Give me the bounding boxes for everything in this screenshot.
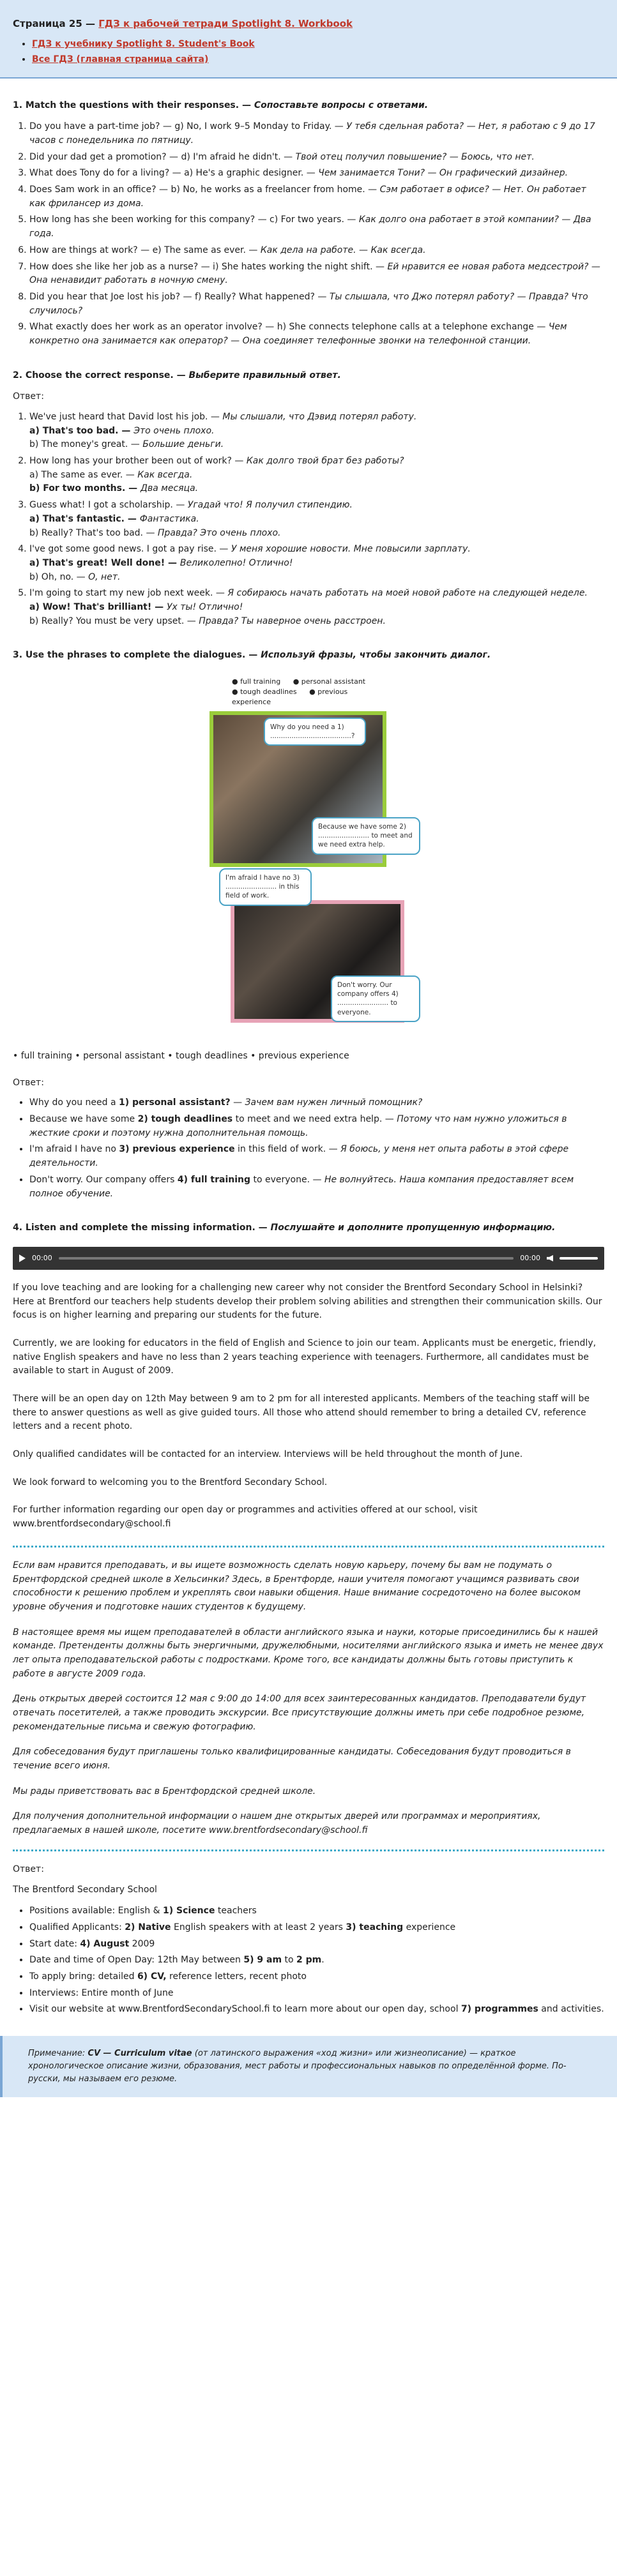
- audio-progress-bar[interactable]: [59, 1257, 514, 1260]
- exercise-4-answers: [13, 1904, 604, 2017]
- list-item: [29, 290, 604, 318]
- translation-text: Как долго она работает в этой компании? — Два года.: [29, 215, 591, 239]
- exercise-2-title: 2. Choose the correct response. — Выберите правильный ответ.: [13, 370, 341, 380]
- translation-text: Как всегда.: [137, 469, 193, 480]
- question-text: How does she like her job as a nurse? — i) She hates working the night shift. —: [29, 261, 388, 272]
- option-text: b) For two months. —: [29, 483, 141, 494]
- audio-time-start: 00:00: [32, 1254, 52, 1263]
- response-option: [29, 438, 604, 452]
- list-item: [29, 120, 604, 147]
- answer-label: Ответ:: [13, 391, 44, 402]
- list-item: [29, 151, 604, 165]
- speech-bubble-3: I'm afraid I have no 3) ........................ in this field of work.: [219, 868, 312, 906]
- answer-text: 3) teaching: [346, 1922, 404, 1932]
- option-text: a) That's great! Well done! —: [29, 557, 180, 568]
- translation-text: Зачем вам нужен личный помощник?: [245, 1097, 423, 1108]
- list-item: • Because we have some 2) tough deadlines to meet and we need extra help. — Потому что нам нужно уложиться в жесткие сроки и поэтому нужна дополнительная помощь.: [29, 1113, 604, 1140]
- question-text: 3. Guess what! I got a scholarship. — Угадай что! Я получил стипендию.: [29, 500, 353, 511]
- response-option: [29, 615, 604, 629]
- divider: [13, 1546, 604, 1548]
- option-text: b) Really? You must be very upset. —: [29, 615, 199, 626]
- exercise-3-answers: [13, 1096, 604, 1201]
- translation-paragraph: Если вам нравится преподавать, и вы ищете возможность сделать новую карьеру, почему бы вам не подумать о Брентфордской средней школе в Хельсинки? Здесь, в Брентфорде, наши учителя помогают учащимся развивать свои способности к решению проблем и укреплять свои навыки общения. Наше внимание сосредоточено на более высоком уровне обучения и подготовке наших студентов к будущему.: [13, 1560, 581, 1612]
- translation-paragraph: Для собеседования будут приглашены только квалифицированные кандидаты. Собеседования будут проводиться в течение всего июня.: [13, 1747, 571, 1772]
- question-text: Did you hear that Joe lost his job? — f) Really? What happened? —: [29, 291, 330, 302]
- figure-phrase-legend: [232, 677, 398, 707]
- translation-text: О, нет.: [88, 571, 121, 582]
- legend-item: ● full training: [232, 677, 281, 686]
- translation-text: Как долго твой брат без работы?: [246, 456, 404, 467]
- response-option: [29, 425, 604, 439]
- translation-text: У меня хорошие новости. Мне повысили зарплату.: [231, 544, 471, 555]
- list-item: [29, 499, 604, 540]
- translation-text: Твой отец получил повышение? — Боюсь, что нет.: [295, 151, 535, 162]
- response-option: [29, 557, 604, 571]
- question-text: 4. I've got some good news. I got a pay rise. — У меня хорошие новости. Мне повысили зарплату.: [29, 544, 471, 555]
- translation-text: Великолепно! Отлично!: [179, 557, 293, 568]
- answer-text: 2) Native: [125, 1922, 171, 1932]
- speech-bubble-2: Because we have some 2) ........................ to meet and we need extra help.: [312, 817, 420, 855]
- school-name: The Brentford Secondary School: [13, 1884, 157, 1895]
- volume-slider[interactable]: [560, 1257, 598, 1260]
- response-option: [29, 601, 604, 615]
- list-item: • Don't worry. Our company offers 4) full training to everyone. — Не волнуйтесь. Наша компания предоставляет всем полное обучение.: [29, 1173, 604, 1201]
- option-text: a) The same as ever. —: [29, 469, 138, 480]
- list-item: [29, 183, 604, 211]
- list-item: • Interviews: Entire month of June: [29, 1987, 604, 2001]
- list-item: • Qualified Applicants: 2) Native English speakers with at least 2 years 3) teaching experience: [29, 1921, 604, 1935]
- option-text: b) The money's great. —: [29, 439, 143, 450]
- translation-text: Ух ты! Отлично!: [166, 601, 243, 612]
- translation-text: Два месяца.: [141, 483, 199, 494]
- translation-text: Это очень плохо.: [133, 425, 215, 436]
- listening-translation: [13, 1559, 604, 1838]
- audio-time-end: 00:00: [520, 1254, 540, 1263]
- option-text: a) Wow! That's brilliant! —: [29, 601, 167, 612]
- paragraph: We look forward to welcoming you to the Brentford Secondary School.: [13, 1477, 328, 1488]
- translation-text: Фантастика.: [139, 513, 199, 524]
- question-text: Did your dad get a promotion? — d) I'm afraid he didn't. —: [29, 151, 296, 162]
- answer-text: 4) August: [80, 1938, 130, 1949]
- list-item: • Start date: 4) August 2009: [29, 1938, 604, 1952]
- legend-item: ● personal assistant: [293, 677, 366, 686]
- workbook-link[interactable]: ГДЗ к рабочей тетради Spotlight 8. Workbook: [98, 18, 353, 29]
- translation-text: Большие деньги.: [142, 439, 224, 450]
- translation-text: Ты слышала, что Джо потерял работу? — Правда? Что случилось?: [29, 291, 588, 316]
- related-links: [13, 38, 604, 66]
- legend-item: ● previous experience: [232, 687, 348, 706]
- all-gdz-link[interactable]: Все ГДЗ (главная страница сайта): [32, 54, 209, 64]
- option-text: a) That's fantastic. —: [29, 513, 140, 524]
- list-item: [29, 411, 604, 452]
- translation-text: Правда? Ты наверное очень расстроен.: [199, 615, 386, 626]
- translation-paragraph: День открытых дверей состоится 12 мая с 9:00 до 14:00 для всех заинтересованных кандидатов. Преподаватели будут отвечать посетителей, а также проводить экскурсии. Все присутствующие должны иметь при себе подробное резюме, рекомендательные письма и свежую фотографию.: [13, 1694, 586, 1732]
- answer-text: 4) full training: [177, 1174, 251, 1185]
- list-item: • Date and time of Open Day: 12th May between 5) 9 am to 2 pm.: [29, 1954, 604, 1968]
- response-option: [29, 571, 604, 585]
- translation-text: Не волнуйтесь. Наша компания предоставляет всем полное обучение.: [29, 1174, 574, 1199]
- translation-paragraph: В настоящее время мы ищем преподавателей в области английского языка и науки, которые присоединились бы к нашей команде. Претенденты должны быть энергичными, дружелюбными, носителями английского языка и иметь не менее двух лет опыта преподавательской работы с подростками. Кроме того, все кандидаты должны быть готовы приступить к работе в августе 2009 года.: [13, 1627, 604, 1679]
- answer-text: 6) CV,: [137, 1971, 167, 1982]
- list-item: [29, 455, 604, 496]
- list-item: [29, 320, 604, 348]
- option-text: a) That's too bad. —: [29, 425, 134, 436]
- translation-text: Ей нравится ее новая работа медсестрой? — Она ненавидит работать в ночную смену.: [29, 261, 600, 286]
- divider: [13, 1849, 604, 1851]
- translation-text: Как дела на работе. — Как всегда.: [260, 245, 426, 255]
- paragraph: For further information regarding our open day or programmes and activities offered at our school, visit www.brentfordsecondary@school.fi: [13, 1505, 478, 1530]
- list-item: [32, 53, 604, 67]
- list-item: • I'm afraid I have no 3) previous experience in this field of work. — Я боюсь, у меня нет опыта работы в этой сфере деятельности.: [29, 1143, 604, 1170]
- list-item: [29, 167, 604, 181]
- answer-text: 2 pm: [296, 1955, 322, 1966]
- option-text: b) Really? That's too bad. —: [29, 527, 158, 538]
- audio-player: [13, 1247, 604, 1270]
- translation-paragraph: Мы рады приветствовать вас в Брентфордской средней школе.: [13, 1786, 316, 1796]
- question-text: 1. We've just heard that David lost his job. — Мы слышали, что Дэвид потерял работу.: [29, 412, 417, 422]
- paragraph: Currently, we are looking for educators in the field of English and Science to join our team. Applicants must be energetic, friendly, native English speakers and have no less than 2 years teaching experience with teenagers. Furthermore, all candidates must be available to start in August of 2009.: [13, 1337, 597, 1376]
- answer-text: 1) personal assistant?: [119, 1097, 231, 1108]
- translation-text: Я боюсь, у меня нет опыта работы в этой сфере деятельности.: [29, 1144, 569, 1169]
- question-text: Do you have a part-time job? — g) No, I work 9–5 Monday to Friday. —: [29, 121, 347, 132]
- list-item: [29, 260, 604, 288]
- list-item: • Positions available: English & 1) Science teachers: [29, 1904, 604, 1918]
- response-option: [29, 482, 604, 496]
- list-item: • Why do you need a 1) personal assistant? — Зачем вам нужен личный помощник?: [29, 1096, 604, 1110]
- exercise-3-title: 3. Use the phrases to complete the dialogues. — Используй фразы, чтобы закончить диалог.: [13, 650, 491, 661]
- answer-label: Ответ:: [13, 1077, 44, 1088]
- translation-text: Сэм работает в офисе? — Нет. Он работает как фрилансер из дома.: [29, 185, 586, 209]
- response-option: [29, 469, 604, 483]
- listening-text: [13, 1281, 604, 1532]
- question-text: 5. I'm going to start my new job next week. — Я собираюсь начать работать на моей новой работе на следующей неделе.: [29, 588, 588, 599]
- question-text: How long has she been working for this company? — c) For two years. —: [29, 215, 359, 225]
- question-text: Does Sam work in an office? — b) No, he works as a freelancer from home. —: [29, 185, 380, 195]
- speech-bubble-1: Why do you need a 1) ......................................?: [264, 718, 366, 746]
- list-item: [29, 244, 604, 258]
- answer-text: 3) previous experience: [119, 1144, 235, 1155]
- exercise-2-list: [13, 411, 604, 628]
- exercise-1-list: [13, 120, 604, 348]
- translation-text: Потому что нам нужно уложиться в жесткие сроки и поэтому нужна дополнительная помощь.: [29, 1114, 567, 1138]
- page-header: [0, 0, 617, 79]
- speech-bubble-4: Don't worry. Our company offers 4) ........................ to everyone.: [331, 975, 420, 1022]
- phrase-list: • full training • personal assistant • tough deadlines • previous experience: [13, 1051, 349, 1061]
- translation-text: Чем конкретно она занимается как оператор? — Она соединяет телефонные звонки на телефонной станции.: [29, 322, 567, 346]
- list-item: [29, 587, 604, 628]
- list-item: [29, 543, 604, 584]
- question-text: How are things at work? — e) The same as ever. —: [29, 245, 261, 255]
- response-option: [29, 513, 604, 527]
- answer-text: 7) programmes: [461, 2004, 538, 2015]
- translation-text: Мы слышали, что Дэвид потерял работу.: [222, 412, 417, 422]
- exercise-4-title: 4. Listen and complete the missing information. — Послушайте и дополните пропущенную информацию.: [13, 1223, 556, 1233]
- list-item: [29, 213, 604, 241]
- list-item: [32, 38, 604, 52]
- legend-item: ● tough deadlines: [232, 687, 297, 696]
- answer-text: 2) tough deadlines: [137, 1114, 233, 1125]
- students-book-link[interactable]: ГДЗ к учебнику Spotlight 8. Student's Book: [32, 39, 255, 50]
- translation-text: Я собираюсь начать работать на моей новой работе на следующей неделе.: [227, 588, 588, 599]
- cv-note: Примечание: CV — Curriculum vitae (от латинского выражения «ход жизни» или жизнеописание) — краткое хронологическое описание жизни, образования, мест работы и профессиональных навыков по определённой форме. По-русски, мы называем его резюме.: [0, 2036, 617, 2097]
- paragraph: If you love teaching and are looking for a challenging new career why not consider the Brentford Secondary School in Helsinki? Here at Brentford our teachers help students develop their problem solving abilities and strengthen their communication skills. Our focus is on higher learning and preparing our students for the future.: [13, 1282, 602, 1321]
- dialogue-illustration: [187, 677, 430, 1034]
- option-text: b) Oh, no. —: [29, 571, 89, 582]
- paragraph: Only qualified candidates will be contacted for an interview. Interviews will be held throughout the month of June.: [13, 1449, 523, 1460]
- question-text: What exactly does her work as an operator involve? — h) She connects telephone calls at a telephone exchange —: [29, 322, 549, 333]
- translation-text: Правда? Это очень плохо.: [157, 527, 281, 538]
- translation-text: У тебя сдельная работа? — Нет, я работаю с 9 до 17 часов с понедельника по пятницу.: [29, 121, 595, 146]
- translation-paragraph: Для получения дополнительной информации о нашем дне открытых дверей или программах и мероприятиях, предлагаемых в нашей школе, посетите www.brentfordsecondary@school.fi: [13, 1811, 541, 1836]
- answer-text: 5) 9 am: [243, 1955, 282, 1966]
- exercise-1-title: 1. Match the questions with their responses. — Сопоставьте вопросы с ответами.: [13, 100, 429, 110]
- play-icon[interactable]: [19, 1254, 26, 1262]
- page-title: [13, 17, 604, 31]
- page-label: Страница 25 —: [13, 18, 95, 29]
- translation-text: Чем занимается Тони? — Он графический дизайнер.: [318, 168, 568, 179]
- question-text: 2. How long has your brother been out of work? — Как долго твой брат без работы?: [29, 456, 404, 467]
- paragraph: There will be an open day on 12th May between 9 am to 2 pm for all interested applicants. Members of the teaching staff will be there to answer questions as well as give guided tours. All those who attend should remember to bring a detailed CV, reference letters and a recent photo.: [13, 1394, 590, 1432]
- answer-label: Ответ:: [13, 1864, 44, 1874]
- translation-text: Угадай что! Я получил стипендию.: [187, 500, 353, 511]
- list-item: • To apply bring: detailed 6) CV, reference letters, recent photo: [29, 1970, 604, 1984]
- answer-text: 1) Science: [162, 1906, 215, 1917]
- list-item: • Visit our website at www.BrentfordSecondarySchool.fi to learn more about our open day, school 7) programmes and activities.: [29, 2003, 604, 2017]
- response-option: [29, 527, 604, 541]
- volume-icon[interactable]: [547, 1255, 553, 1262]
- question-text: What does Tony do for a living? — a) He's a graphic designer. —: [29, 168, 319, 179]
